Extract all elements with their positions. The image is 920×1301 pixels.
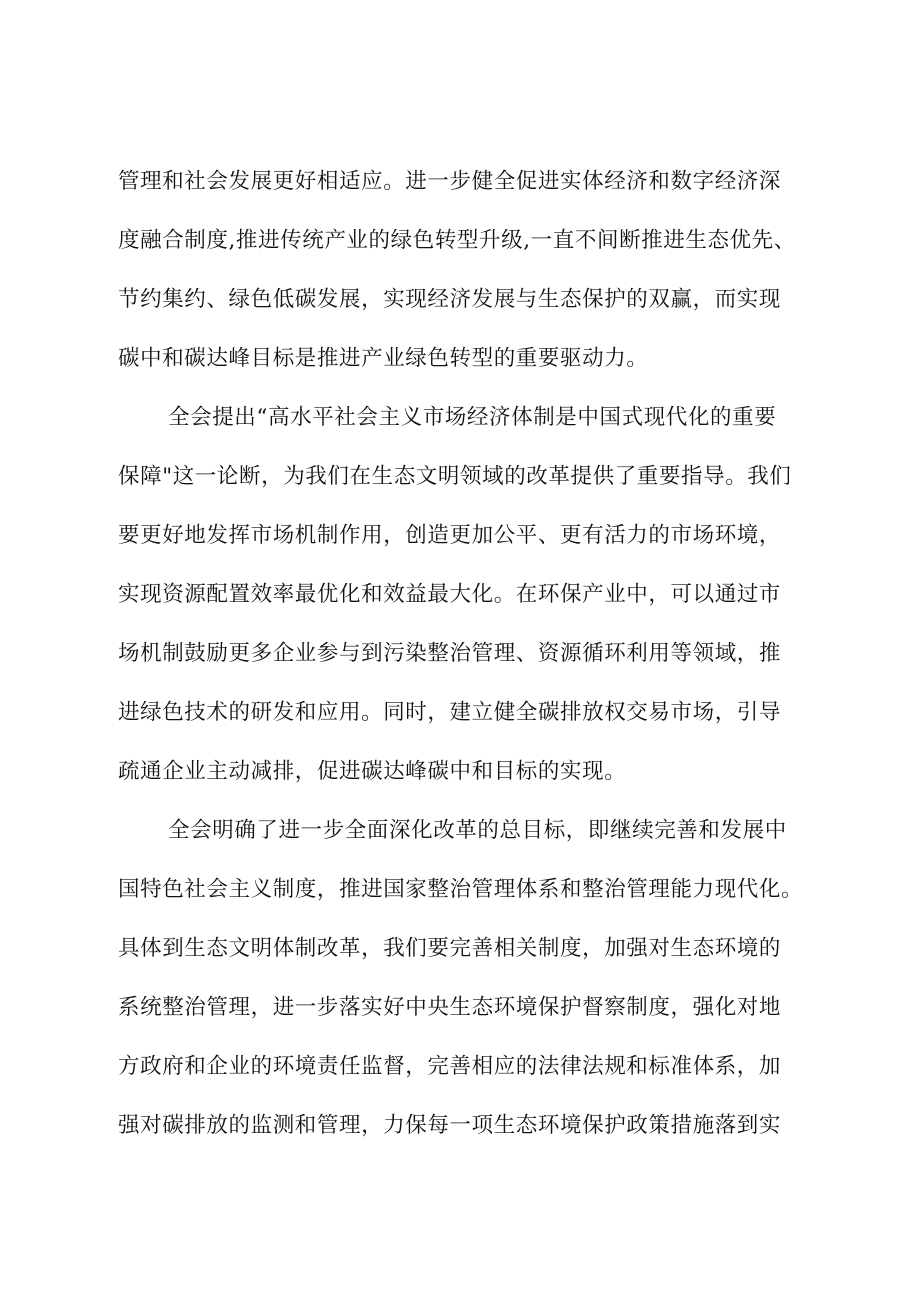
text-line: 全会明确了进一步全面深化改革的总目标，即继续完善和发展中 — [168, 818, 787, 843]
text-line: 保障"这一论断，为我们在生态文明领域的改革提供了重要指导。我们 — [118, 464, 792, 489]
paragraph-2 — [118, 388, 823, 801]
text-line: 国特色社会主义制度，推进国家整治管理体系和整治管理能力现代化。 — [118, 877, 804, 902]
text-line: 节约集约、绿色低碳发展，实现经济发展与生态保护的双赢，而实现 — [118, 287, 782, 312]
text-line: 系统整治管理，进一步落实好中央生态环境保护督察制度，强化对地 — [118, 995, 782, 1020]
text-line: 强对碳排放的监测和管理，力保每一项生态环境保护政策措施落到实 — [118, 1113, 782, 1138]
text-line: 场机制鼓励更多企业参与到污染整治管理、资源循环利用等领域，推 — [118, 641, 782, 666]
text-line: 实现资源配置效率最优化和效益最大化。在环保产业中，可以通过市 — [118, 582, 782, 607]
document-body — [118, 152, 823, 1155]
paragraph-3 — [118, 801, 823, 1155]
text-line: 管理和社会发展更好相适应。进一步健全促进实体经济和数字经济深 — [118, 169, 782, 194]
text-line: 度融合制度,推进传统产业的绿色转型升级,一直不间断推进生态优先、 — [118, 228, 796, 253]
text-line: 碳中和碳达峰目标是推进产业绿色转型的重要驱动力。 — [118, 346, 649, 371]
text-line: 全会提出“高水平社会主义市场经济体制是中国式现代化的重要 — [168, 405, 777, 430]
text-line: 疏通企业主动减排，促进碳达峰碳中和目标的实现。 — [118, 759, 627, 784]
text-line: 要更好地发挥市场机制作用，创造更加公平、更有活力的市场环境， — [118, 523, 782, 548]
text-line: 具体到生态文明体制改革，我们要完善相关制度，加强对生态环境的 — [118, 936, 782, 961]
text-line: 方政府和企业的环境责任监督，完善相应的法律法规和标准体系，加 — [118, 1054, 782, 1079]
text-line: 进绿色技术的研发和应用。同时，建立健全碳排放权交易市场，引导 — [118, 700, 782, 725]
paragraph-1 — [118, 152, 823, 388]
